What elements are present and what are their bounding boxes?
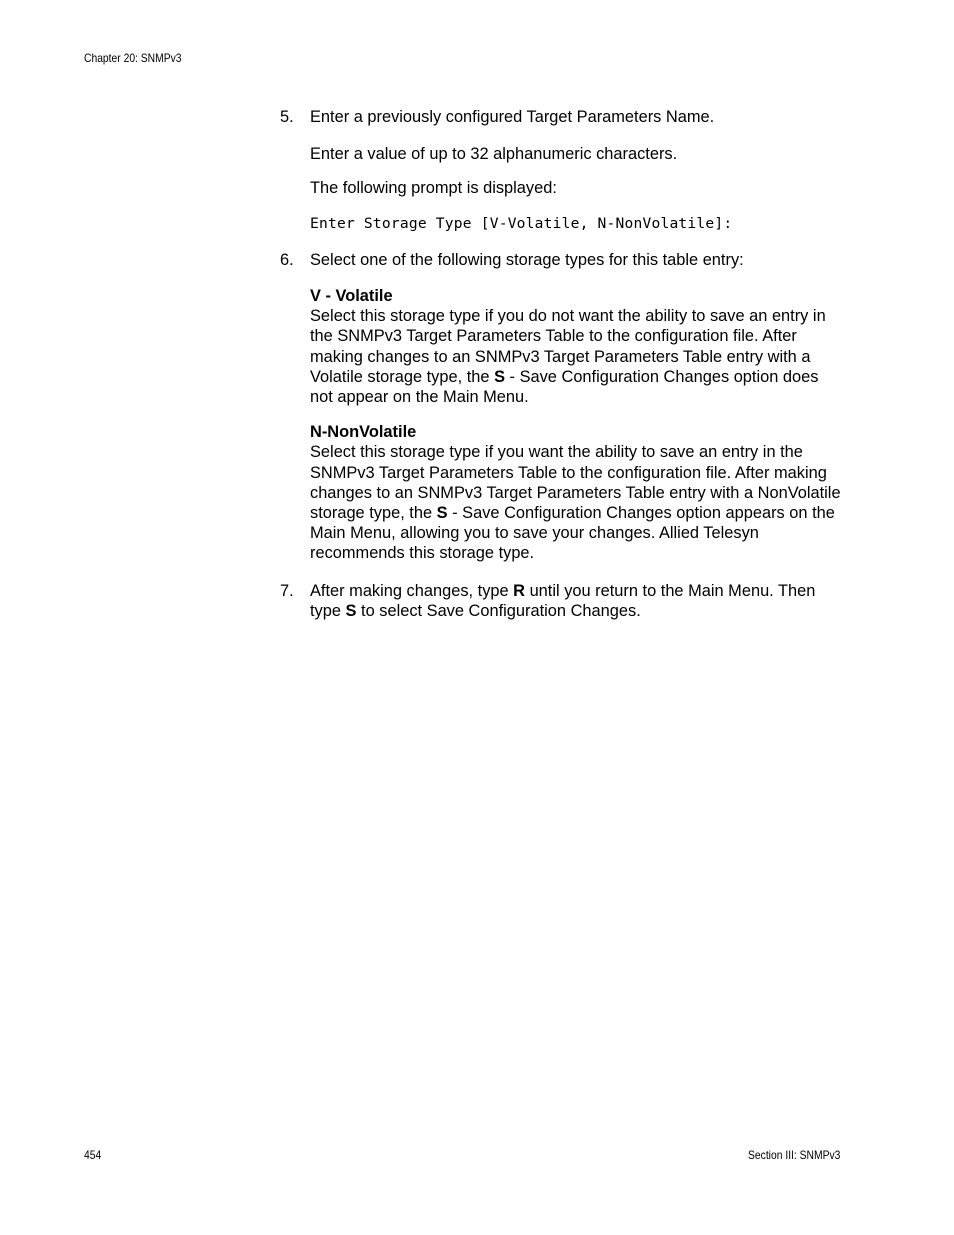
option-description — [310, 306, 842, 407]
key-r: R — [513, 581, 526, 600]
description-text: Select this storage type if you want the ability to save an entry in the SNMPv3 Target Parameters Table to the configuration file. After making changes to an SNMPv3 Target Parameters Table entry with a NonVolatile storage type, the — [310, 443, 841, 523]
prompt-text: Enter Storage Type [V-Volatile, N-NonVolatile]: — [310, 214, 733, 232]
option-nonvolatile — [310, 422, 842, 563]
key-s: S — [436, 504, 448, 523]
option-title: V - Volatile — [310, 287, 393, 306]
step-number: 7. — [280, 581, 294, 600]
key-s: S — [345, 601, 357, 620]
section-footer: Section III: SNMPv3 — [747, 1148, 840, 1162]
option-volatile — [310, 286, 842, 407]
step-detail: Enter a value of up to 32 alphanumeric characters. — [310, 145, 678, 164]
step-5 — [280, 107, 842, 234]
description-text: Select this storage type if you do not want the ability to save an entry in the SNMPv3 Target Parameters Table to the configuration file. After making changes to an SNMPv3 Target Parameters Table entry with a Volatile storage type, the — [310, 307, 826, 386]
step-number: 6. — [280, 250, 294, 269]
option-description — [310, 442, 842, 563]
description-text: - Save Configuration Changes option does not appear on the Main Menu. — [310, 367, 819, 407]
step-7 — [280, 581, 842, 621]
step-text: Enter a previously configured Target Parameters Name. — [310, 108, 715, 126]
step-6 — [280, 250, 842, 564]
step-text-part: until you return to the Main Menu. Then type — [310, 581, 816, 620]
key-s: S — [494, 367, 505, 386]
document-body — [280, 107, 842, 621]
description-text: - Save Configuration Changes option appears on the Main Menu, allowing you to save your changes. Allied Telesyn recommends this storage type. — [310, 504, 835, 563]
step-text — [310, 581, 842, 621]
step-text-part: to select Save Configuration Changes. — [356, 601, 641, 620]
step-text: Select one of the following storage types for this table entry: — [310, 250, 744, 269]
page-number: 454 — [84, 1148, 102, 1162]
prompt-intro: The following prompt is displayed: — [310, 179, 557, 198]
option-title: N-NonVolatile — [310, 423, 417, 442]
step-number: 5. — [280, 108, 294, 126]
chapter-header: Chapter 20: SNMPv3 — [84, 51, 182, 65]
step-text-part: After making changes, type — [310, 581, 514, 600]
